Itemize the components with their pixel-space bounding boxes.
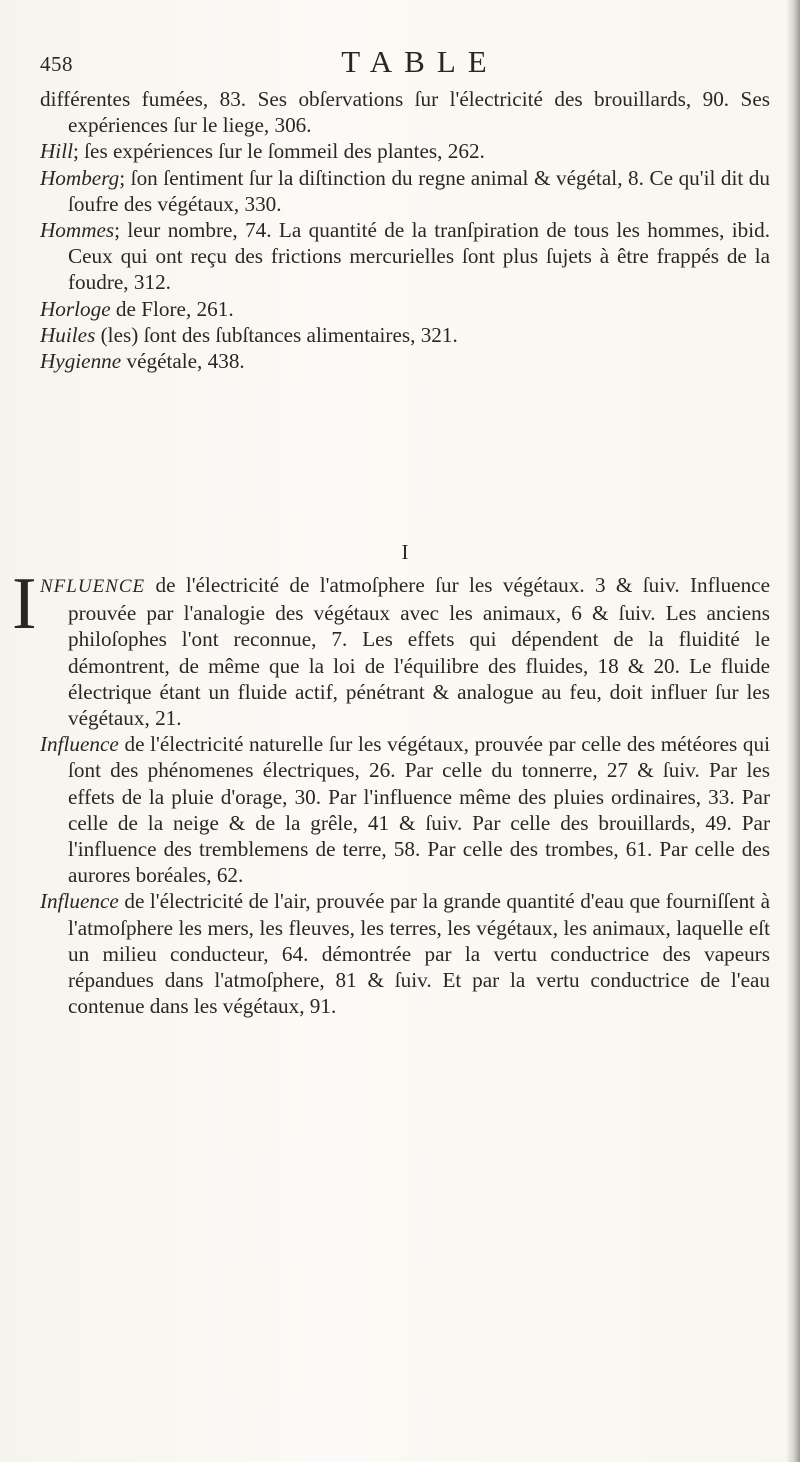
entry-text: de l'électricité de l'atmoſphere ſur les végétaux. 3 & ſuiv. Influence prouvée par l'analogie des végétaux avec les animaux, 6 & ſuiv. Les anciens philoſophes l'ont reconnue, 7. Les effets qui dépendent de la fluidité le démontrent, de même que la loi de l'équilibre des fluides, 18 & 20. Le fluide électrique étant un fluide actif, pénétrant & analogue au feu, doit influer ſur les végétaux, 21. [68,573,770,731]
entry-heading: Influence [40,889,119,914]
entry-text: ; leur nombre, 74. La quantité de la tranſpiration de tous les hommes, ibid. Ceux qui ont reçu des frictions mercurielles ſont plus ſujets à être frappés de la foudre, 312. [68,218,770,295]
entry-text: de l'électricité naturelle ſur les végétaux, prouvée par celle des météores qui ſont des phénomenes électriques, 26. Par celle du tonnerre, 27 & ſuiv. Par les effets de la pluie d'orage, 30. Par l'influence même des pluies ordinaires, 33. Par celle de la neige & de la grêle, 41 & ſuiv. Par celle des brouillards, 49. Par l'influence des tremblemens de terre, 58. Par celle des trombes, 61. Par celle des aurores boréales, 62. [68,732,770,888]
entry-text: ; ſes expériences ſur le ſommeil des plantes, 262. [72,139,485,164]
index-entry [40,138,770,164]
entry-text: de Flore, 261. [110,296,234,321]
index-entry [40,348,770,374]
entry-text: (les) ſont des ſubſtances alimentaires, 321. [95,322,458,347]
index-entry [40,888,770,1019]
page-number: 458 [40,52,73,76]
page-header [40,44,760,84]
entry-text: de l'électricité de l'air, prouvée par la grande quantité d'eau que fourniſſent à l'atmoſphere les mers, les fleuves, les terres, les végétaux, les animaux, laquelle eſt un milieu conducteur, 64. démontrée par la vertu conductrice des vapeurs répandues dans l'atmoſphere, 81 & ſuiv. Et par la vertu conductrice de l'eau contenue dans les végétaux, 91. [68,889,770,1019]
section-letter: I [401,540,409,564]
entry-heading: Horloge [40,296,111,321]
index-entry [40,86,770,138]
index-entry [40,322,770,348]
running-title: TABLE [341,44,499,79]
index-block-i [12,563,770,1019]
entry-text: végétale, 438. [121,349,245,374]
index-block-h [40,86,770,374]
index-entry: INFLUENCE de l'électricité de l'atmoſphere ſur les végétaux. 3 & ſuiv. Influence prouvée par l'analogie des végétaux avec les animaux, 6 & ſuiv. Les anciens philoſophes l'ont reconnue, 7. Les effets qui dépendent de la fluidité le démontrent, de même que la loi de l'équilibre des fluides, 18 & 20. Le fluide électrique étant un fluide actif, pénétrant & analogue au feu, doit influer ſur les végétaux, 21. [12,563,770,731]
index-entry [40,296,770,322]
index-entry [40,217,770,296]
entry-heading: Hill [40,139,73,164]
page-gutter-shadow [786,0,800,1462]
entry-heading: NFLUENCE [40,576,146,597]
entry-heading: Hygienne [40,349,122,374]
entry-text: différentes fumées, 83. Ses obſervations ſur l'électricité des brouillards, 90. Ses expériences ſur le liege, 306. [40,87,770,138]
entry-heading: Influence [40,732,119,757]
index-entry [40,165,770,217]
entry-heading: Huiles [40,322,96,347]
entry-heading: Homberg [40,165,120,190]
index-entry [40,731,770,888]
entry-text: ; ſon ſentiment ſur la diſtinction du regne animal & végétal, 8. Ce qu'il dit du ſoufre des végétaux, 330. [68,165,770,216]
entry-heading: Hommes [40,218,115,243]
